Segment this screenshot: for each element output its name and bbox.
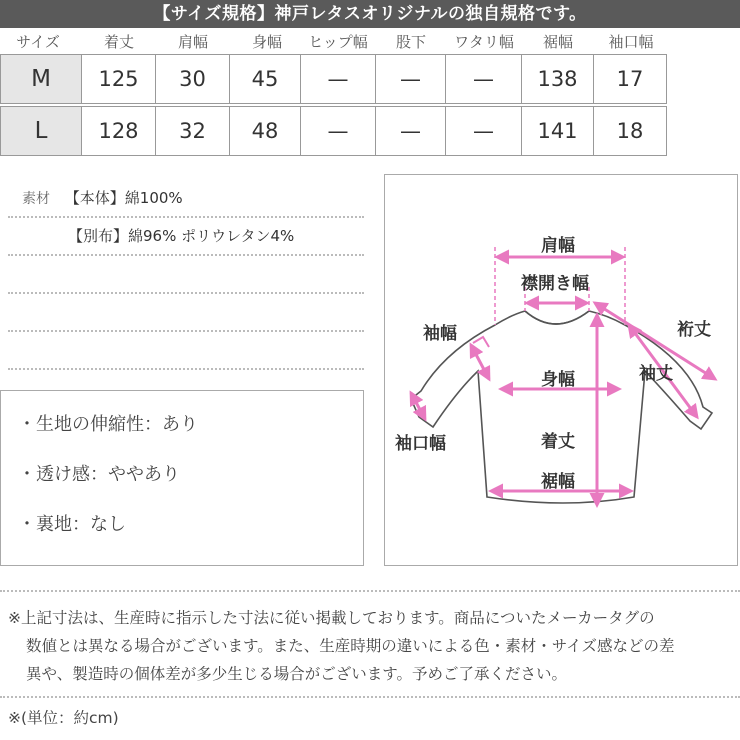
table-cell: — — [300, 54, 376, 104]
header-thigh: ワタリ幅 — [454, 33, 514, 51]
header-cuff: 袖口幅 — [608, 33, 654, 51]
label-sleeve-width: 袖幅 — [423, 324, 457, 344]
header-size: サイズ — [16, 33, 60, 51]
materials-main — [22, 188, 183, 209]
label-sleeve-length: 袖丈 — [639, 364, 673, 384]
label-shoulder: 肩幅 — [541, 236, 575, 256]
label-hem: 裾幅 — [541, 472, 575, 492]
header-hem: 裾幅 — [542, 33, 573, 51]
table-cell: 125 — [81, 54, 156, 104]
divider — [8, 292, 364, 294]
size-spec-banner: 【サイズ規格】神戸レタスオリジナルの独自規格です。 — [0, 0, 740, 28]
table-row — [0, 106, 740, 156]
table-cell: 141 — [521, 106, 594, 156]
label-length: 着丈 — [541, 432, 575, 452]
table-cell: — — [445, 106, 522, 156]
table-row — [0, 54, 740, 104]
divider — [8, 368, 364, 370]
note-line-2: 数値とは異なる場合がございます。また、生産時期の違いによる色・素材・サイズ感などの差 — [26, 637, 675, 655]
feature-stretch: ・生地の伸縮性：あり — [18, 414, 198, 435]
table-cell: 138 — [521, 54, 594, 104]
unit-note: ※(単位：約cm) — [8, 709, 119, 727]
table-cell: — — [300, 106, 376, 156]
label-neck: 襟開き幅 — [521, 274, 589, 294]
feature-lining: ・裏地：なし — [18, 514, 126, 535]
feature-sheerness: ・透け感：ややあり — [18, 464, 180, 485]
table-cell: 48 — [229, 106, 301, 156]
note-line-1: ※上記寸法は、生産時に指示した寸法に従い掲載しております。商品についたメーカータグの — [8, 609, 655, 627]
header-shoulder: 肩幅 — [177, 33, 208, 51]
size-cell: M — [0, 54, 82, 104]
table-cell: — — [375, 106, 446, 156]
header-inseam: 股下 — [395, 33, 426, 51]
label-cuff: 袖口幅 — [395, 434, 446, 454]
divider — [8, 254, 364, 256]
note-line-3: 異や、製造時の個体差が多少生じる場合がございます。予めご了承ください。 — [26, 665, 567, 683]
materials-sub: 【別布】綿96% ポリウレタン4% — [68, 227, 295, 245]
materials-body: 【本体】綿100% — [64, 189, 183, 207]
table-cell: 30 — [155, 54, 230, 104]
label-yuki: 裄丈 — [677, 320, 711, 340]
header-body-width: 身幅 — [251, 33, 282, 51]
measurement-diagram — [384, 174, 738, 566]
table-cell: 128 — [81, 106, 156, 156]
table-cell: 17 — [593, 54, 667, 104]
divider — [8, 330, 364, 332]
header-length: 着丈 — [103, 33, 134, 51]
divider — [0, 696, 740, 698]
header-hip: ヒップ幅 — [308, 33, 368, 51]
table-cell: 45 — [229, 54, 301, 104]
divider — [0, 590, 740, 592]
table-cell: — — [375, 54, 446, 104]
size-cell: L — [0, 106, 82, 156]
table-cell: — — [445, 54, 522, 104]
materials-label: 素材 — [22, 191, 50, 207]
table-cell: 32 — [155, 106, 230, 156]
label-body-width: 身幅 — [541, 370, 575, 390]
divider — [8, 216, 364, 218]
table-cell: 18 — [593, 106, 667, 156]
